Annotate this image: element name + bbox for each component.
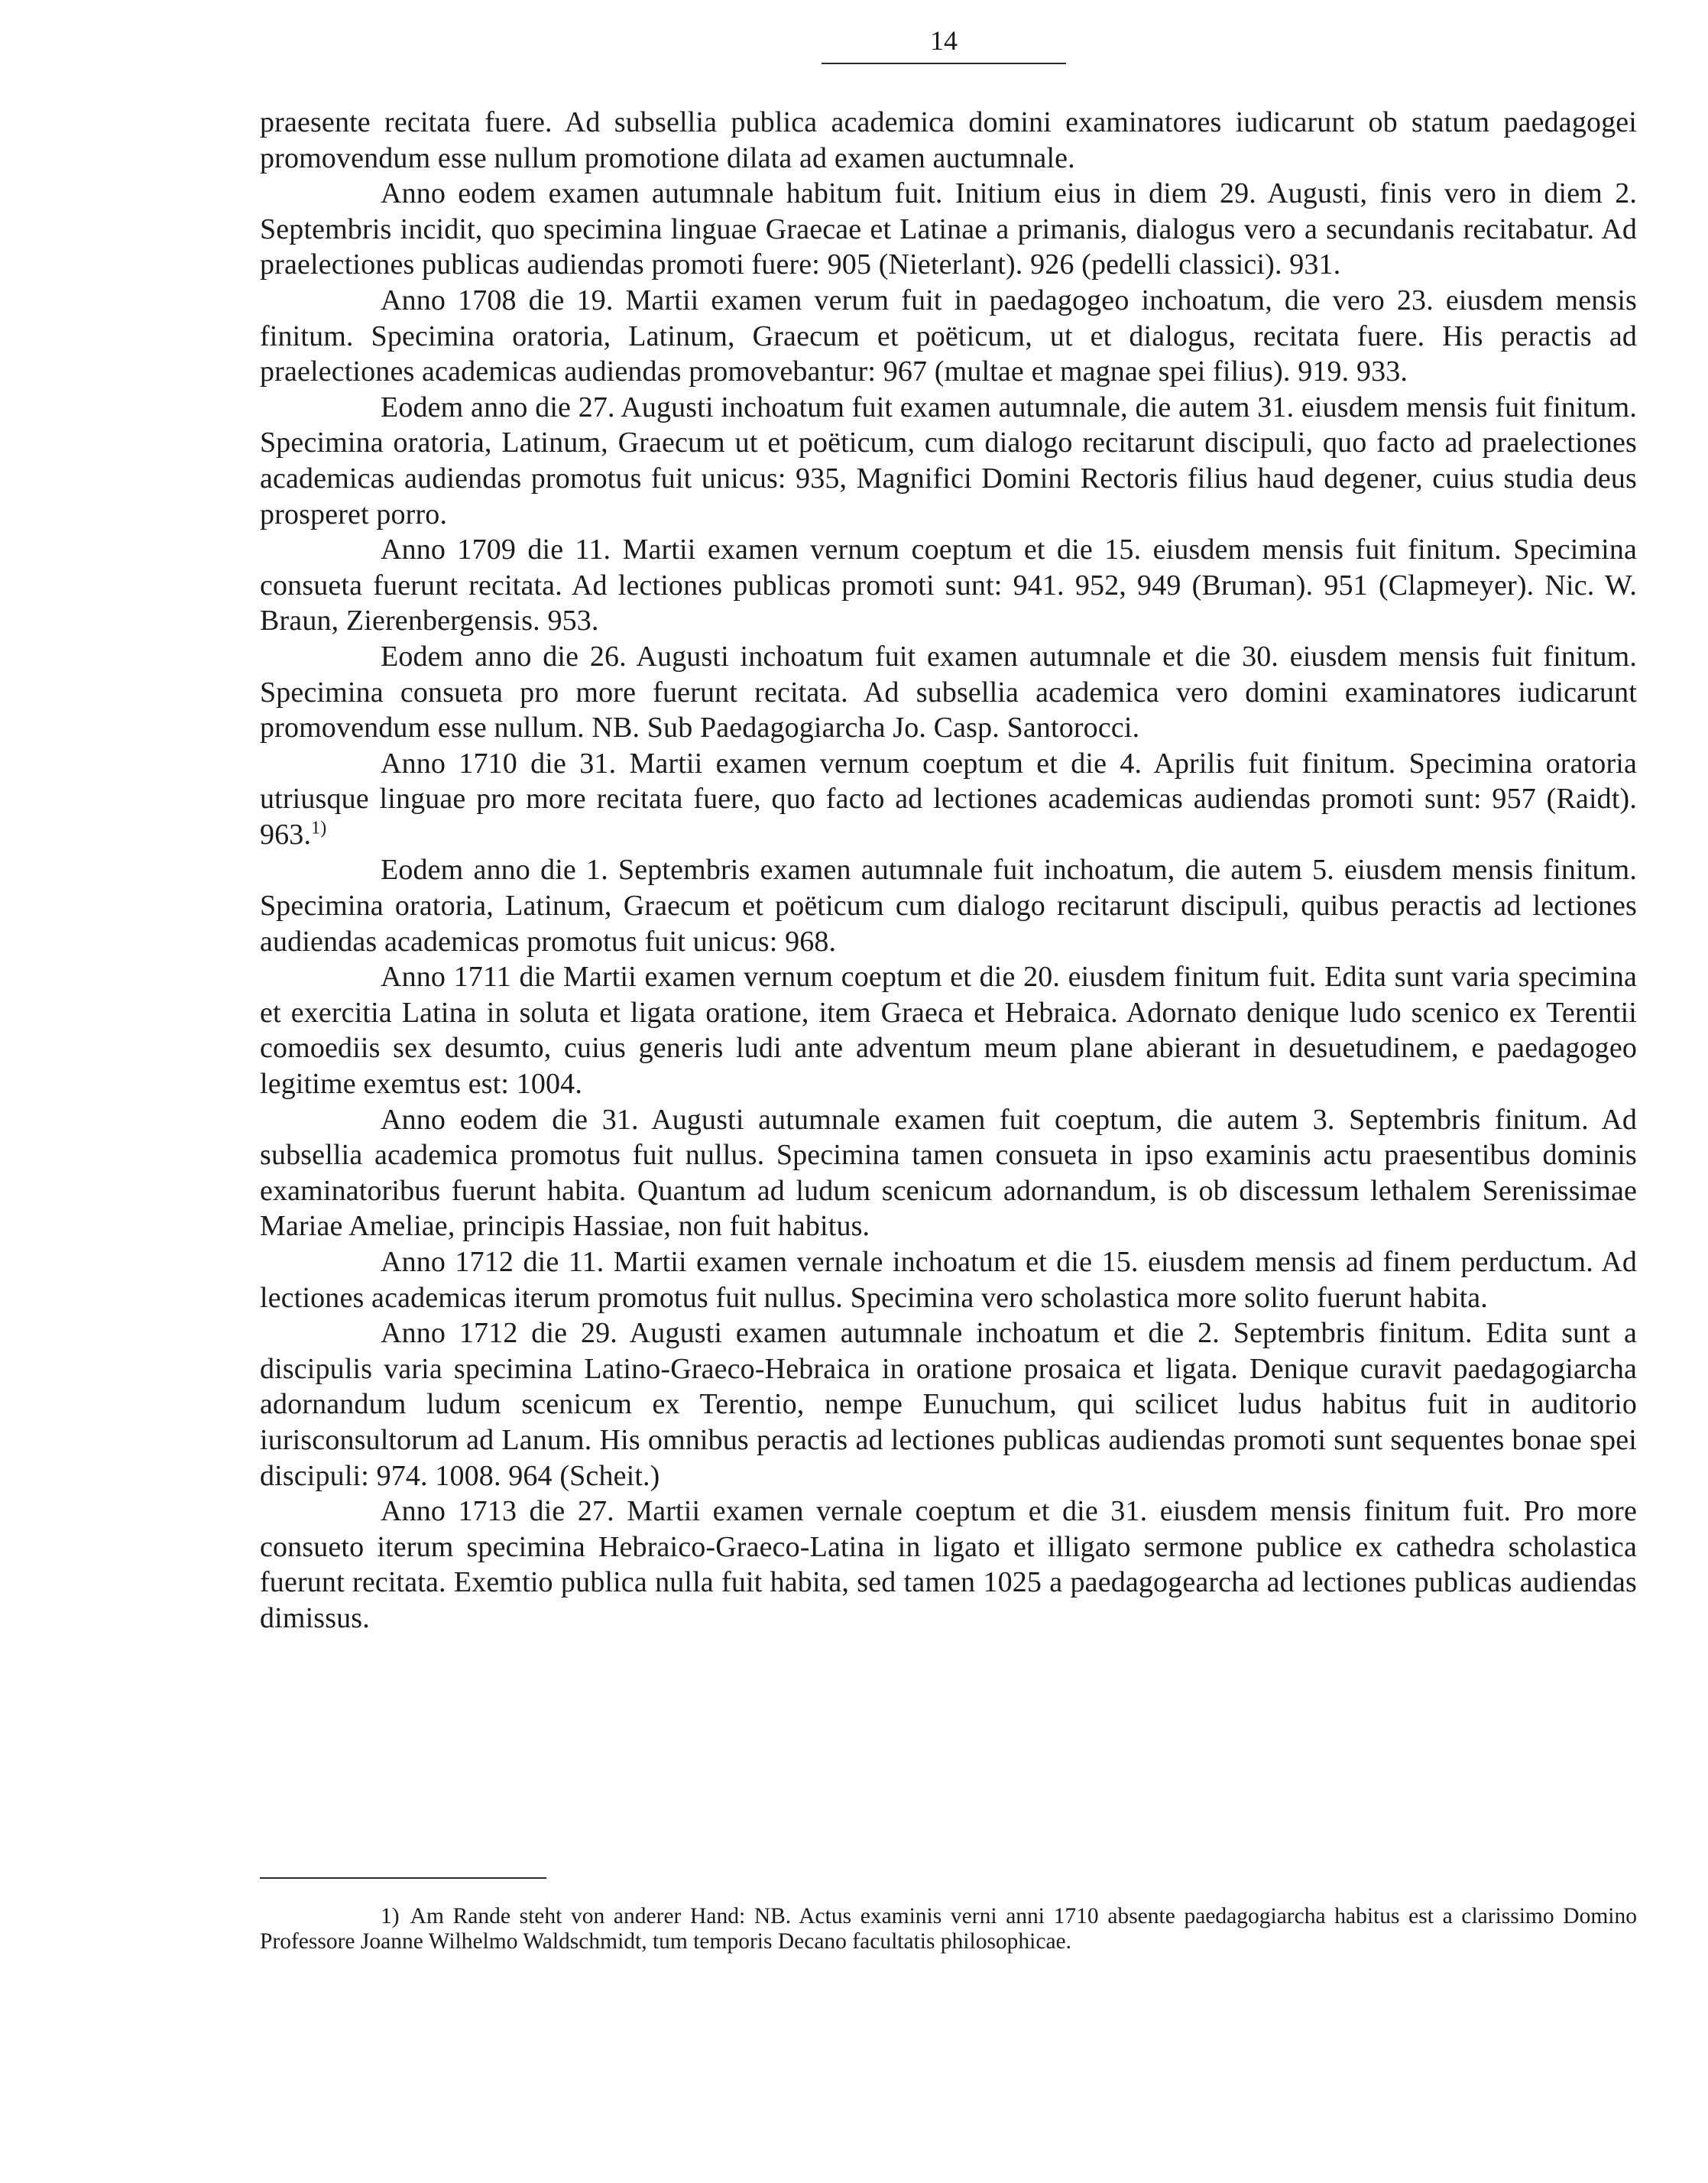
paragraph: Eodem anno die 1. Septembris examen autumnale fuit inchoatum, die autem 5. eiusdem mensis finitum. Specimina oratoria, Latinum, Graecum et poëticum cum dialogo recitarunt discipuli, quibus peractis ad lectiones audiendas academicas promotus fuit unicus: 968. (260, 854, 1637, 958)
paragraph: Anno 1711 die Martii examen vernum coeptum et die 20. eiusdem finitum fuit. Edita sunt varia specimina et exercitia Latina in soluta et ligata oratione, item Graeca et Hebraica. Adornato denique ludo scenico ex Terentii comoediis sex desumto, cuius generis ludi ante adventum meum plane abierant in desuetudinem, e paedagogeo legitime exemtus est: 1004. (260, 961, 1637, 1101)
footnote-reference: 1) (311, 818, 327, 838)
paragraph: Eodem anno die 26. Augusti inchoatum fuit examen autumnale et die 30. eiusdem mensis fuit finitum. Specimina consueta pro more fuerunt recitata. Ad subsellia academica vero domini examinatores iudicarunt promovendum esse nullum. NB. Sub Paedagogiarcha Jo. Casp. Santorocci. (260, 640, 1637, 744)
footnote-mark: 1) (381, 1904, 400, 1928)
page-number: 14 (930, 25, 958, 56)
paragraph: Anno eodem die 31. Augusti autumnale examen fuit coeptum, die autem 3. Septembris finitum. Ad subsellia academica promotus fuit nullus. Specimina tamen consueta in ipso examinis actu praesentibus dominis examinatoribus fuerunt habita. Quantum ad ludum scenicum adornandum, is ob discessum lethalem Serenissimae Mariae Ameliae, principis Hassiae, non fuit habitus. (260, 1103, 1637, 1243)
footnote-text: Am Rande steht von anderer Hand: NB. Actus examinis verni anni 1710 absente paedagogiarcha habitus est a clarissimo Domino Professore Joanne Wilhelmo Waldschmidt, tum temporis Decano facultatis philosophicae. (260, 1904, 1637, 1954)
footnote (260, 1904, 1637, 1954)
paragraph: Anno 1708 die 19. Martii examen verum fuit in paedagogeo inchoatum, die vero 23. eiusdem mensis finitum. Specimina oratoria, Latinum, Graecum et poëticum, ut et dialogus, recitata fuere. His peractis ad praelectiones academicas audiendas promovebantur: 967 (multae et magnae spei filius). 919. 933. (260, 284, 1637, 388)
paragraph-text: Anno 1710 die 31. Martii examen vernum coeptum et die 4. Aprilis fuit finitum. Specimina oratoria utriusque linguae pro more recitata fuere, quo facto ad lectiones academicas audiendas promoti sunt: 957 (Raidt). 963. (260, 747, 1637, 851)
paragraph: Anno 1709 die 11. Martii examen vernum coeptum et die 15. eiusdem mensis fuit finitum. Specimina consueta fuerunt recitata. Ad lectiones publicas promoti sunt: 941. 952, 949 (Bruman). 951 (Clapmeyer). Nic. W. Braun, Zierenbergensis. 953. (260, 534, 1637, 637)
paragraph: Eodem anno die 27. Augusti inchoatum fuit examen autumnale, die autem 31. eiusdem mensis fuit finitum. Specimina oratoria, Latinum, Graecum ut et poëticum, cum dialogo recitarunt discipuli, quo facto ad praelectiones academicas audiendas promotus fuit unicus: 935, Magnifici Domini Rectoris filius haud degener, cuius studia deus prosperet porro. (260, 391, 1637, 530)
paragraph-with-note (260, 746, 1637, 853)
paragraph: Anno eodem examen autumnale habitum fuit. Initium eius in diem 29. Augusti, finis vero in diem 2. Septembris incidit, quo specimina linguae Graecae et Latinae a primanis, dialogus vero a secundanis recitabatur. Ad praelectiones publicas audiendas promoti fuere: 905 (Nieterlant). 926 (pedelli classici). 931. (260, 177, 1637, 281)
footnote-rule (260, 1877, 546, 1879)
paragraph: Anno 1712 die 11. Martii examen vernale inchoatum et die 15. eiusdem mensis ad finem perductum. Ad lectiones academicas iterum promotus fuit nullus. Specimina vero scholastica more solito fuerunt habita. (260, 1246, 1637, 1314)
paragraph: praesente recitata fuere. Ad subsellia publica academica domini examinatores iudicarunt ob statum paedagogei promovendum esse nullum promotione dilata ad examen auctumnale. (260, 106, 1637, 174)
paragraph: Anno 1712 die 29. Augusti examen autumnale inchoatum et die 2. Septembris finitum. Edita sunt a discipulis varia specimina Latino-Graeco-Hebraica in oratione prosaica et ligata. Denique curavit paedagogiarcha adornandum ludum scenicum ex Terentio, nempe Eunuchum, qui scilicet ludus habitus fuit in auditorio iurisconsultorum ad Lanum. His omnibus peractis ad lectiones publicas audiendas promoti sunt sequentes bonae spei discipuli: 974. 1008. 964 (Scheit.) (260, 1317, 1637, 1492)
main-text (260, 105, 1637, 1636)
header-rule (822, 63, 1066, 64)
paragraph: Anno 1713 die 27. Martii examen vernale coeptum et die 31. eiusdem mensis finitum fuit. Pro more consueto iterum specimina Hebraico-Graeco-Latina in ligato et illigato sermone publice ex cathedra scholastica fuerunt recitata. Exemtio publica nulla fuit habita, sed tamen 1025 a paedagogearcha ad lectiones publicas audiendas dimissus. (260, 1495, 1637, 1634)
